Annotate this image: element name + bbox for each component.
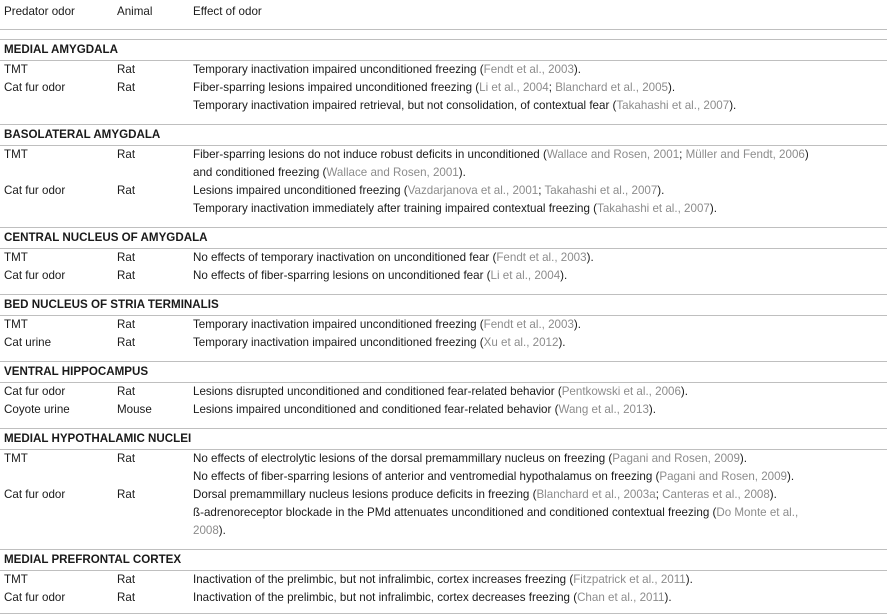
section-heading-row	[0, 362, 887, 383]
citation-link[interactable]: Pagani and Rosen, 2009	[659, 470, 788, 483]
citation-link[interactable]: Müller and Fendt, 2006	[685, 148, 805, 161]
effect-text: Temporary inactivation impaired unconditioned freezing (	[193, 336, 484, 349]
section-title: MEDIAL HYPOTHALAMIC NUCLEI	[0, 429, 887, 450]
cell-animal: Mouse	[117, 403, 152, 416]
effect-text: ).	[680, 385, 689, 398]
cell-predator-odor: Cat fur odor	[4, 184, 66, 197]
effect-text: ).	[664, 591, 672, 604]
section-spacer	[0, 218, 887, 228]
citation-link[interactable]: Do Monte et al.,	[716, 506, 799, 519]
citation-link[interactable]: Li et al., 2004	[490, 269, 561, 282]
spacer-cell	[0, 30, 887, 40]
effect-text: ).	[729, 99, 737, 112]
section-heading-row	[0, 228, 887, 249]
cell-predator-odor: Cat urine	[4, 336, 52, 349]
effect-text: ).	[586, 251, 594, 264]
effect-text: ;	[548, 81, 556, 94]
effect-text: Temporary inactivation impaired unconditioned freezing (	[193, 318, 484, 331]
cell-effect	[189, 450, 887, 487]
cell-animal: Rat	[117, 452, 136, 465]
cell-animal: Rat	[117, 318, 136, 331]
effect-text: )	[804, 148, 809, 161]
section-title: VENTRAL HIPPOCAMPUS	[0, 362, 887, 383]
section-title: BASOLATERAL AMYGDALA	[0, 125, 887, 146]
effect-line	[193, 522, 887, 540]
table-end-rule	[0, 607, 887, 614]
effect-text: Inactivation of the prelimbic, but not infralimbic, cortex decreases freezing (	[193, 591, 578, 604]
spacer-cell	[0, 419, 887, 429]
effect-text: and conditioned freezing (	[193, 166, 327, 179]
effect-line	[193, 450, 887, 468]
effect-line	[193, 182, 887, 200]
citation-link[interactable]: Vazdarjanova et al., 2001	[407, 184, 539, 197]
cell-animal: Rat	[117, 251, 136, 264]
cell-animal: Rat	[117, 184, 136, 197]
effect-text: Fiber-sparring lesions do not induce robust deficits in unconditioned (	[193, 148, 547, 161]
section-heading-row	[0, 550, 887, 571]
citation-link[interactable]: Li et al., 2004	[479, 81, 549, 94]
cell-predator-odor: TMT	[4, 318, 28, 331]
table-row	[0, 249, 887, 268]
effect-text: ).	[648, 403, 656, 416]
citation-link[interactable]: Chan et al., 2011	[577, 591, 665, 604]
citation-link[interactable]: Fendt et al., 2003	[483, 318, 574, 331]
effect-text: ).	[668, 81, 676, 94]
header-animal: Animal	[113, 0, 189, 30]
citation-link[interactable]: Takahashi et al., 2007	[597, 202, 710, 215]
header-row	[0, 0, 887, 30]
effect-text: Dorsal premammillary nucleus lesions produce deficits in freezing (	[193, 488, 537, 501]
effect-line	[193, 486, 887, 504]
citation-link[interactable]: Wang et al., 2013	[558, 403, 649, 416]
header-predator-odor: Predator odor	[0, 0, 113, 30]
table-row	[0, 267, 887, 285]
effect-line	[193, 267, 887, 285]
section-heading-row	[0, 125, 887, 146]
citation-link[interactable]: Canteras et al., 2008	[662, 488, 770, 501]
citation-link[interactable]: Blanchard et al., 2005	[555, 81, 668, 94]
section-spacer	[0, 30, 887, 40]
section-heading-row	[0, 295, 887, 316]
effect-text: No effects of electrolytic lesions of the dorsal premammillary nucleus on freezing (	[193, 452, 613, 465]
effect-line	[193, 164, 887, 182]
effect-text: No effects of fiber-sparring lesions of anterior and ventromedial hypothalamus on freezing (	[193, 470, 660, 483]
cell-effect	[189, 61, 887, 80]
cell-effect	[189, 401, 887, 419]
citation-link[interactable]: Pentkowski et al., 2006	[561, 385, 681, 398]
effect-line	[193, 97, 887, 115]
effect-line	[193, 589, 887, 607]
cell-predator-odor: TMT	[4, 251, 28, 264]
spacer-cell	[0, 115, 887, 125]
spacer-cell	[0, 218, 887, 228]
cell-predator-odor: Cat fur odor	[4, 591, 66, 604]
cell-predator-odor: TMT	[4, 452, 28, 465]
spacer-cell	[0, 285, 887, 295]
effect-line	[193, 61, 887, 79]
cell-animal: Rat	[117, 63, 136, 76]
effect-text: ;	[679, 148, 686, 161]
cell-predator-odor: Cat fur odor	[4, 81, 66, 94]
cell-animal: Rat	[117, 81, 136, 94]
effect-line	[193, 571, 887, 589]
cell-effect	[189, 267, 887, 285]
effect-line	[193, 401, 887, 419]
cell-animal: Rat	[117, 573, 136, 586]
section-spacer	[0, 540, 887, 550]
cell-animal: Rat	[117, 148, 136, 161]
end-cell	[0, 607, 887, 614]
effect-text: ).	[560, 269, 568, 282]
cell-predator-odor: TMT	[4, 148, 28, 161]
citation-link[interactable]: Fendt et al., 2003	[483, 63, 574, 76]
table-row	[0, 316, 887, 335]
table-row	[0, 450, 887, 487]
citation-link[interactable]: 2008	[193, 524, 219, 537]
cell-effect	[189, 334, 887, 352]
effect-line	[193, 334, 887, 352]
section-spacer	[0, 352, 887, 362]
citation-link[interactable]: Wallace and Rosen, 2001	[326, 166, 459, 179]
effect-text: Temporary inactivation impaired unconditioned freezing (	[193, 63, 484, 76]
effect-text: ).	[573, 63, 581, 76]
cell-predator-odor: TMT	[4, 63, 28, 76]
citation-link[interactable]: Takahashi et al., 2007	[544, 184, 658, 197]
cell-effect	[189, 589, 887, 607]
section-title: MEDIAL PREFRONTAL CORTEX	[0, 550, 887, 571]
cell-effect	[189, 146, 887, 183]
effect-text: Lesions impaired unconditioned freezing (	[193, 184, 408, 197]
spacer-cell	[0, 540, 887, 550]
section-heading-row	[0, 40, 887, 61]
cell-animal: Rat	[117, 385, 136, 398]
effect-text: ;	[538, 184, 545, 197]
section-title: CENTRAL NUCLEUS OF AMYGDALA	[0, 228, 887, 249]
effect-text: ).	[218, 524, 226, 537]
effect-text: Temporary inactivation impaired retrieval, but not consolidation, of contextual fear (	[193, 99, 617, 112]
section-heading-row	[0, 429, 887, 450]
cell-animal: Rat	[117, 591, 136, 604]
table-row	[0, 401, 887, 419]
table-row	[0, 146, 887, 183]
table-row	[0, 79, 887, 115]
table-body	[0, 30, 887, 614]
effect-text: ).	[573, 318, 581, 331]
effect-text: ß-adrenoreceptor blockade in the PMd attenuates unconditioned and conditioned contextual freezing (	[193, 506, 717, 519]
effect-text: Temporary inactivation immediately after training impaired contextual freezing (	[193, 202, 598, 215]
spacer-cell	[0, 352, 887, 362]
section-title: BED NUCLEUS OF STRIA TERMINALIS	[0, 295, 887, 316]
effect-text: No effects of temporary inactivation on unconditioned fear (	[193, 251, 497, 264]
cell-effect	[189, 249, 887, 268]
effect-text: Fiber-sparring lesions impaired unconditioned freezing (	[193, 81, 480, 94]
cell-predator-odor: Cat fur odor	[4, 269, 66, 282]
cell-animal: Rat	[117, 269, 136, 282]
cell-predator-odor: Coyote urine	[4, 403, 70, 416]
effect-text: ).	[685, 573, 693, 586]
citation-link[interactable]: Xu et al., 2012	[483, 336, 559, 349]
citation-link[interactable]: Fendt et al., 2003	[496, 251, 587, 264]
citation-link[interactable]: Pagani and Rosen, 2009	[612, 452, 740, 465]
cell-predator-odor: Cat fur odor	[4, 385, 66, 398]
citation-link[interactable]: Takahashi et al., 2007	[616, 99, 730, 112]
cell-predator-odor: Cat fur odor	[4, 488, 66, 501]
table-row	[0, 334, 887, 352]
table-row	[0, 61, 887, 80]
effect-text: ).	[739, 452, 748, 465]
section-spacer	[0, 285, 887, 295]
cell-effect	[189, 383, 887, 402]
table-row	[0, 383, 887, 402]
effect-line	[193, 504, 887, 522]
cell-effect	[189, 182, 887, 218]
effect-text: ).	[787, 470, 795, 483]
effect-text: ).	[657, 184, 665, 197]
effect-line	[193, 383, 887, 401]
cell-animal: Rat	[117, 336, 136, 349]
effect-text: Lesions disrupted unconditioned and conditioned fear-related behavior (	[193, 385, 562, 398]
effect-line	[193, 249, 887, 267]
effect-text: Inactivation of the prelimbic, but not infralimbic, cortex increases freezing (	[193, 573, 574, 586]
table-row	[0, 486, 887, 540]
effect-text: No effects of fiber-sparring lesions on unconditioned fear (	[193, 269, 491, 282]
effect-text: ).	[458, 166, 466, 179]
citation-link[interactable]: Wallace and Rosen, 2001	[546, 148, 680, 161]
table-row	[0, 589, 887, 607]
effect-text: Lesions impaired unconditioned and conditioned fear-related behavior (	[193, 403, 559, 416]
effect-text: ).	[769, 488, 777, 501]
effect-text: ).	[709, 202, 717, 215]
cell-predator-odor: TMT	[4, 573, 28, 586]
citation-link[interactable]: Fitzpatrick et al., 2011	[573, 573, 686, 586]
effect-line	[193, 79, 887, 97]
cell-effect	[189, 486, 887, 540]
effect-line	[193, 468, 887, 486]
effect-text: ).	[558, 336, 566, 349]
cell-effect	[189, 571, 887, 590]
table-row	[0, 182, 887, 218]
section-title: MEDIAL AMYGDALA	[0, 40, 887, 61]
effect-text: ;	[655, 488, 663, 501]
cell-animal: Rat	[117, 488, 136, 501]
cell-effect	[189, 79, 887, 115]
effect-line	[193, 200, 887, 218]
section-spacer	[0, 115, 887, 125]
cell-effect	[189, 316, 887, 335]
section-spacer	[0, 419, 887, 429]
effect-line	[193, 316, 887, 334]
citation-link[interactable]: Blanchard et al., 2003a	[536, 488, 656, 501]
header-effect-of-odor: Effect of odor	[189, 0, 887, 30]
table-row	[0, 571, 887, 590]
effect-line	[193, 146, 887, 164]
